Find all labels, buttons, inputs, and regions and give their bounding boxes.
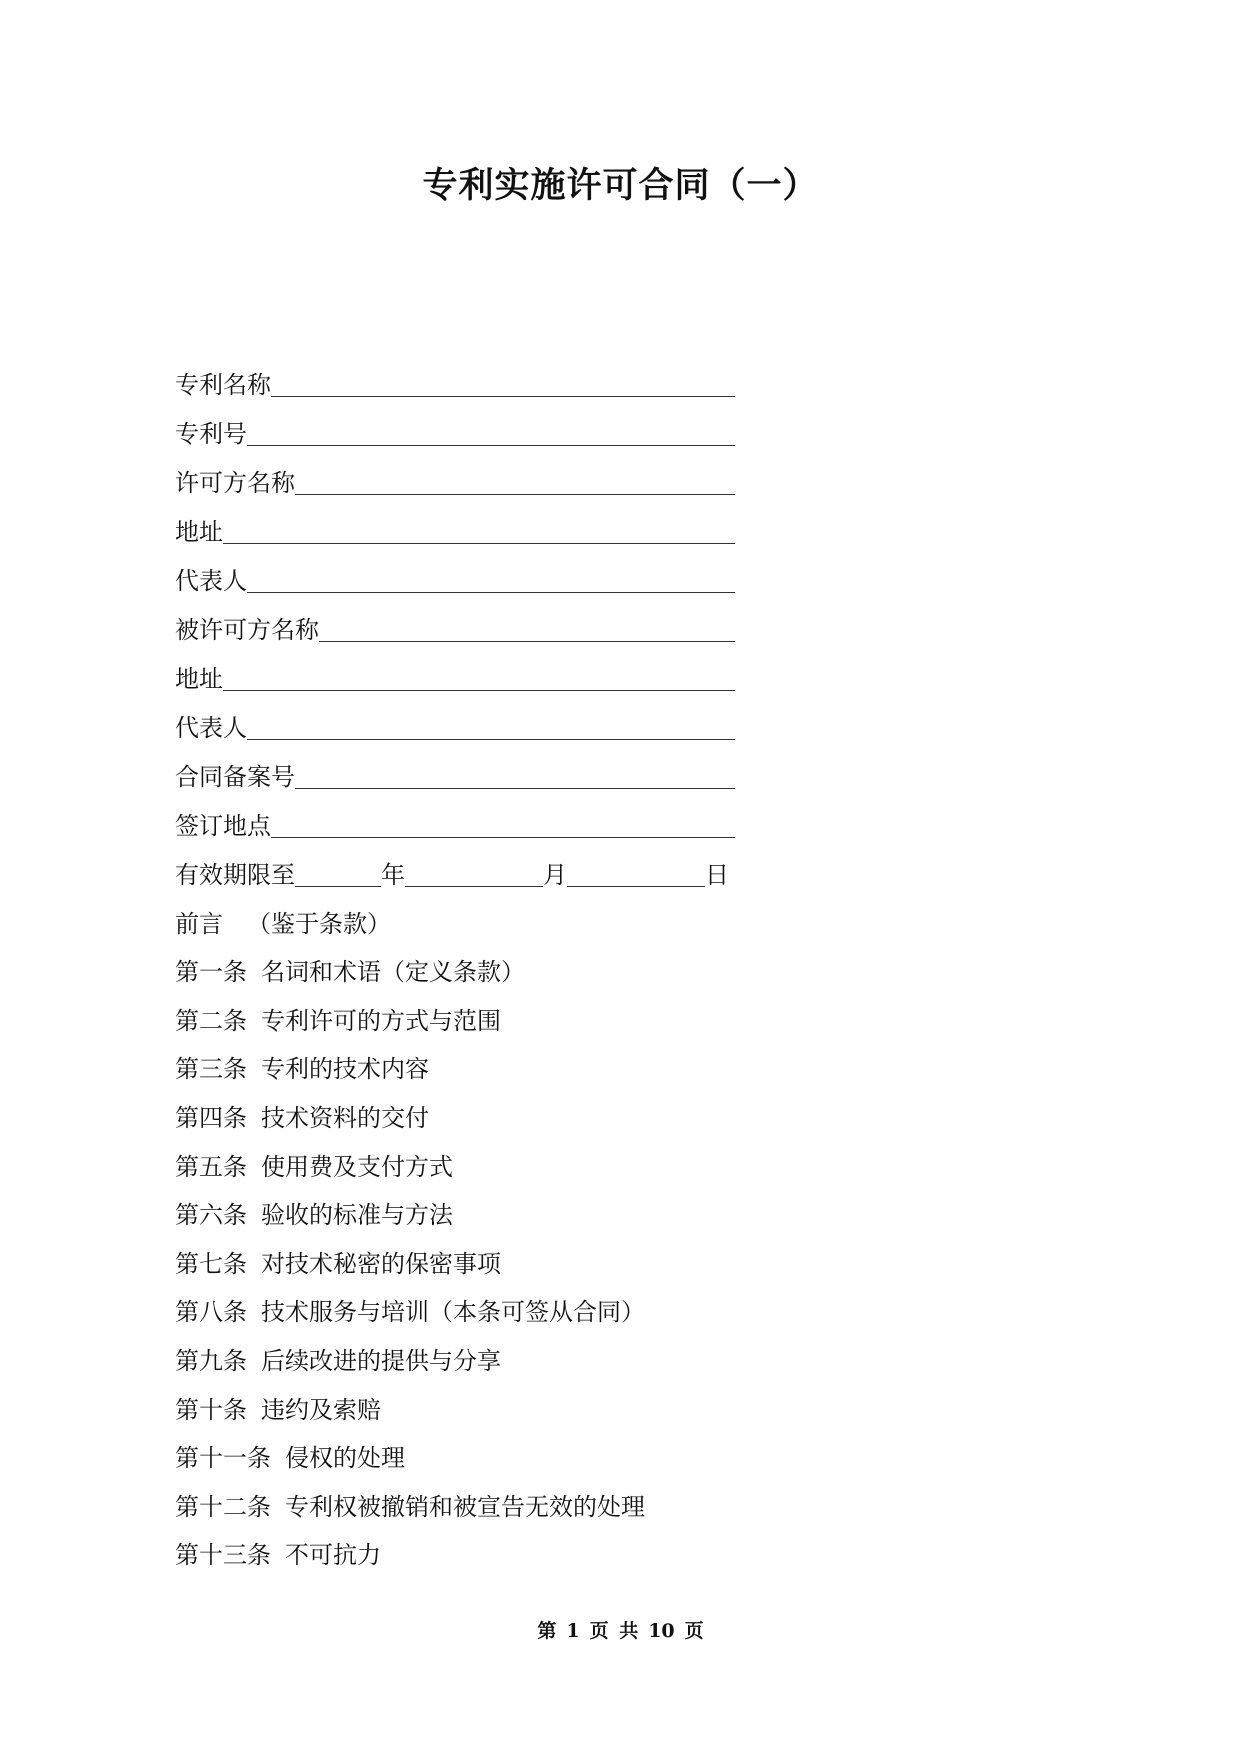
preface-note: （鉴于条款）	[247, 909, 391, 938]
article-title: 违约及索赔	[261, 1395, 381, 1424]
validity-label: 有效期限至	[175, 861, 295, 889]
page-number: 1	[566, 1620, 580, 1642]
article-title: 专利权被撤销和被宣告无效的处理	[285, 1492, 645, 1521]
article-title: 专利许可的方式与范围	[261, 1006, 501, 1035]
field-licensor-representative	[175, 548, 735, 597]
article-number: 第十一条	[175, 1444, 271, 1473]
article-item	[175, 1134, 975, 1183]
preface-label: 前言	[175, 909, 223, 938]
field-label: 合同备案号	[175, 763, 295, 791]
field-licensor-address	[175, 499, 735, 548]
footer-suffix: 页	[684, 1620, 704, 1642]
fill-in-blank	[271, 811, 735, 838]
article-number: 第三条	[175, 1055, 247, 1084]
field-signing-place	[175, 793, 735, 842]
article-number: 第十条	[175, 1395, 247, 1424]
field-label: 专利号	[175, 420, 247, 448]
day-blank	[567, 860, 705, 887]
fill-in-blank	[319, 615, 735, 642]
field-label: 地址	[175, 518, 223, 546]
article-item	[175, 988, 975, 1037]
field-licensee-address	[175, 646, 735, 695]
article-item	[175, 1085, 975, 1134]
fill-in-blank	[247, 566, 735, 593]
article-item	[175, 940, 975, 989]
article-item	[175, 1474, 975, 1523]
article-item	[175, 1037, 975, 1086]
month-label: 月	[543, 861, 567, 889]
field-patent-name	[175, 352, 735, 401]
article-item	[175, 1280, 975, 1329]
article-title: 验收的标准与方法	[261, 1201, 453, 1230]
preface-item	[175, 891, 975, 940]
field-contract-filing-number	[175, 744, 735, 793]
article-title: 专利的技术内容	[261, 1055, 429, 1084]
field-licensee-representative	[175, 695, 735, 744]
article-title: 后续改进的提供与分享	[261, 1346, 501, 1375]
field-label: 代表人	[175, 714, 247, 742]
article-number: 第二条	[175, 1006, 247, 1035]
field-label: 签订地点	[175, 812, 271, 840]
article-item	[175, 1426, 975, 1475]
month-blank	[405, 860, 543, 887]
article-number: 第十三条	[175, 1541, 271, 1570]
article-item	[175, 1523, 975, 1572]
page-footer	[0, 1616, 1241, 1643]
contract-info-fields	[175, 352, 735, 891]
field-label: 许可方名称	[175, 469, 295, 497]
article-number: 第十二条	[175, 1492, 271, 1521]
article-number: 第九条	[175, 1346, 247, 1375]
total-pages: 10	[648, 1620, 675, 1642]
field-licensee-name	[175, 597, 735, 646]
field-patent-number	[175, 401, 735, 450]
article-number: 第七条	[175, 1249, 247, 1278]
article-title: 侵权的处理	[285, 1444, 405, 1473]
fill-in-blank	[223, 664, 735, 691]
field-label: 被许可方名称	[175, 616, 319, 644]
field-label: 专利名称	[175, 371, 271, 399]
article-item	[175, 1231, 975, 1280]
article-number: 第八条	[175, 1298, 247, 1327]
day-label: 日	[705, 861, 729, 889]
fill-in-blank	[247, 713, 735, 740]
article-title: 技术资料的交付	[261, 1103, 429, 1132]
article-item	[175, 1377, 975, 1426]
field-validity-date	[175, 842, 735, 891]
fill-in-blank	[295, 762, 735, 789]
footer-mid: 页 共	[589, 1620, 639, 1642]
article-title: 不可抗力	[285, 1541, 381, 1570]
field-licensor-name	[175, 450, 735, 499]
year-label: 年	[381, 861, 405, 889]
article-number: 第四条	[175, 1103, 247, 1132]
article-title: 名词和术语（定义条款）	[261, 958, 525, 987]
article-list	[175, 891, 975, 1571]
year-blank	[295, 860, 381, 887]
fill-in-blank	[247, 419, 735, 446]
article-number: 第六条	[175, 1201, 247, 1230]
field-label: 代表人	[175, 567, 247, 595]
fill-in-blank	[223, 517, 735, 544]
article-number: 第一条	[175, 958, 247, 987]
article-title: 使用费及支付方式	[261, 1152, 453, 1181]
article-title: 技术服务与培训（本条可签从合同）	[261, 1298, 645, 1327]
field-label: 地址	[175, 665, 223, 693]
article-item	[175, 1328, 975, 1377]
fill-in-blank	[271, 370, 735, 397]
footer-prefix: 第	[537, 1620, 557, 1642]
article-item	[175, 1183, 975, 1232]
fill-in-blank	[295, 468, 735, 495]
document-title: 专利实施许可合同（一）	[422, 166, 819, 206]
article-title: 对技术秘密的保密事项	[261, 1249, 501, 1278]
article-number: 第五条	[175, 1152, 247, 1181]
